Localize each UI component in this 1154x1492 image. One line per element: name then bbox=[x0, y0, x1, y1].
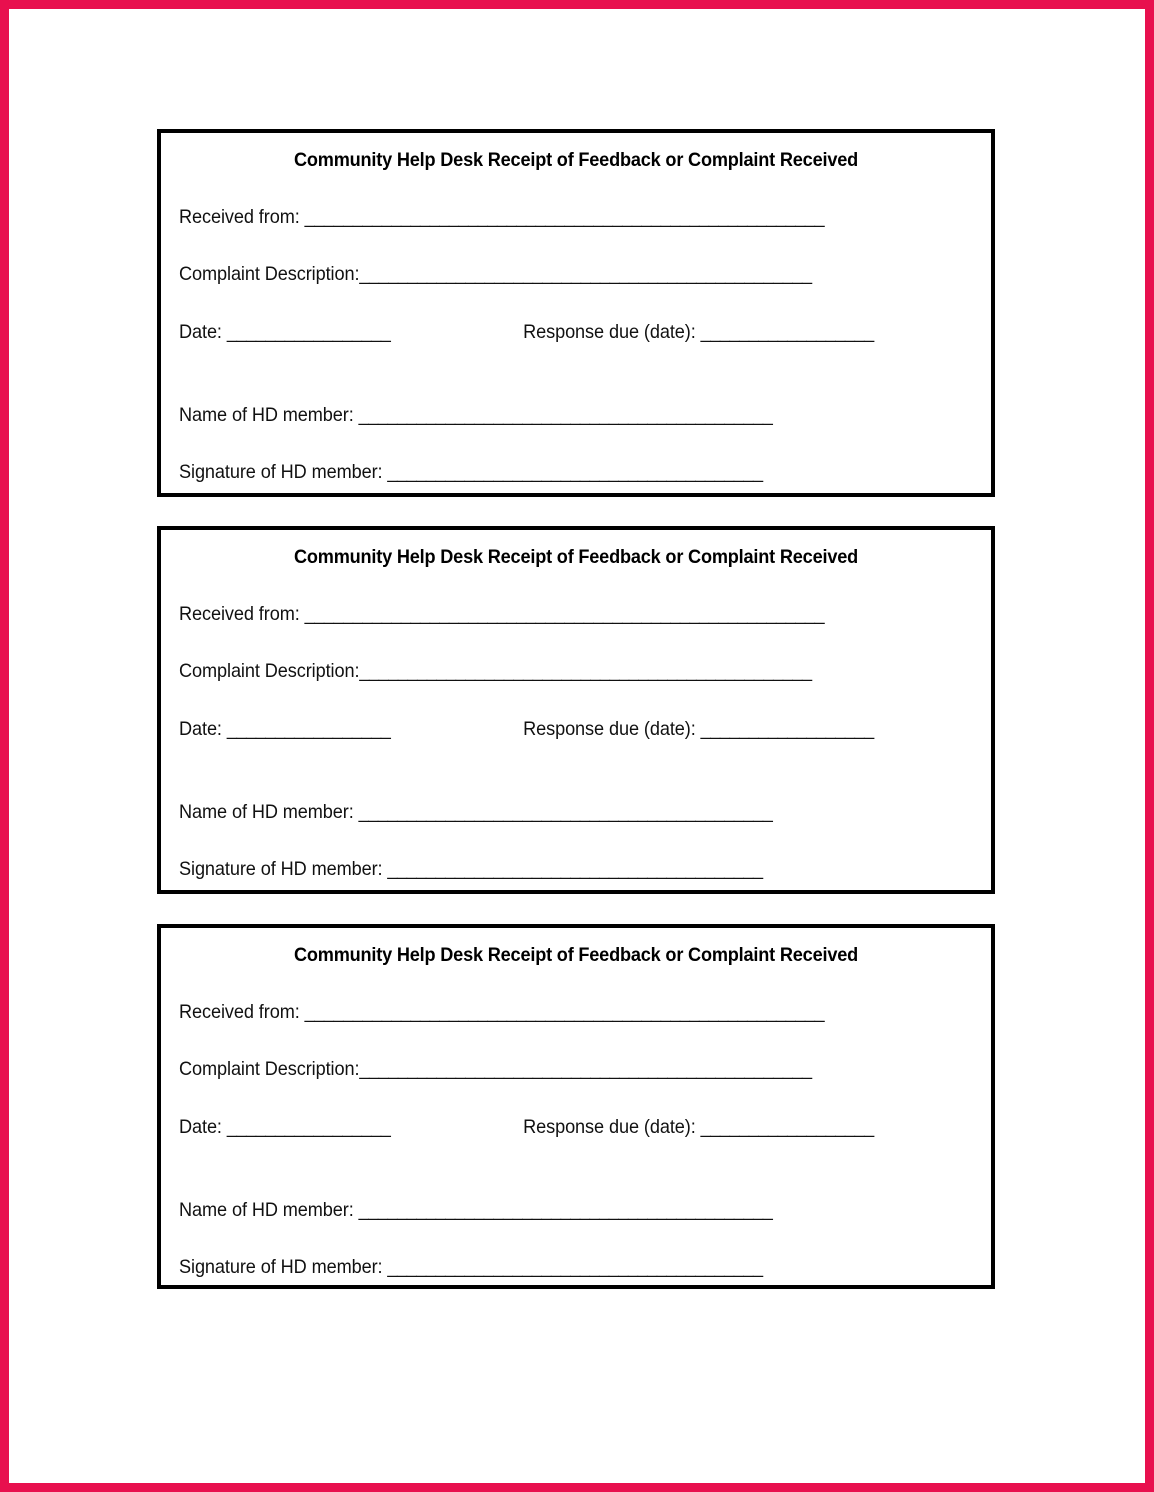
name-hd-member-field bbox=[179, 802, 917, 823]
complaint-description-label: Complaint Description: bbox=[179, 263, 360, 286]
date-rule[interactable]: _________________ bbox=[226, 320, 391, 343]
receipt-slip-3 bbox=[157, 924, 995, 1289]
received-from-field bbox=[179, 1002, 917, 1023]
response-due-field bbox=[523, 718, 874, 740]
signature-hd-member-field bbox=[179, 1257, 917, 1278]
response-due-field bbox=[523, 1116, 874, 1138]
complaint-description-rule[interactable]: _______________________________________________ bbox=[359, 263, 812, 286]
signature-hd-member-label: Signature of HD member: bbox=[179, 460, 388, 483]
signature-hd-member-field bbox=[179, 462, 917, 483]
receipt-slip-2 bbox=[157, 526, 995, 894]
name-hd-member-rule[interactable]: ___________________________________________ bbox=[358, 404, 773, 427]
response-due-label: Response due (date): bbox=[523, 1115, 701, 1138]
received-from-rule[interactable]: ______________________________________________________ bbox=[304, 603, 825, 625]
received-from-label: Received from: bbox=[179, 1001, 305, 1023]
received-from-label: Received from: bbox=[179, 206, 305, 228]
date-response-row bbox=[179, 1117, 917, 1138]
response-due-label: Response due (date): bbox=[523, 320, 701, 343]
signature-hd-member-label: Signature of HD member: bbox=[179, 1255, 388, 1278]
date-field bbox=[179, 322, 523, 343]
signature-hd-member-label: Signature of HD member: bbox=[179, 857, 388, 880]
name-hd-member-field bbox=[179, 405, 917, 426]
complaint-description-field bbox=[179, 661, 917, 682]
name-hd-member-label: Name of HD member: bbox=[179, 801, 359, 824]
name-hd-member-label: Name of HD member: bbox=[179, 1199, 359, 1222]
response-due-rule[interactable]: __________________ bbox=[700, 320, 874, 343]
date-rule[interactable]: _________________ bbox=[226, 717, 391, 740]
date-rule[interactable]: _________________ bbox=[226, 1115, 391, 1138]
name-hd-member-rule[interactable]: ___________________________________________ bbox=[358, 801, 773, 824]
received-from-field bbox=[179, 604, 917, 625]
signature-hd-member-rule[interactable]: _______________________________________ bbox=[387, 857, 763, 880]
response-due-field bbox=[523, 321, 874, 343]
date-field bbox=[179, 1117, 523, 1138]
response-due-rule[interactable]: __________________ bbox=[700, 1115, 874, 1138]
date-field bbox=[179, 719, 523, 740]
complaint-description-label: Complaint Description: bbox=[179, 660, 360, 683]
signature-hd-member-rule[interactable]: _______________________________________ bbox=[387, 1255, 763, 1278]
signature-hd-member-field bbox=[179, 859, 917, 880]
complaint-description-label: Complaint Description: bbox=[179, 1058, 360, 1081]
receipt-title: Community Help Desk Receipt of Feedback or Complaint Received bbox=[293, 149, 859, 171]
received-from-rule[interactable]: ______________________________________________________ bbox=[304, 1001, 825, 1023]
receipt-title: Community Help Desk Receipt of Feedback or Complaint Received bbox=[293, 944, 859, 966]
receipt-title: Community Help Desk Receipt of Feedback or Complaint Received bbox=[293, 546, 859, 568]
page-content-area bbox=[9, 9, 1145, 1483]
date-label: Date: bbox=[179, 320, 227, 343]
date-response-row bbox=[179, 719, 917, 740]
complaint-description-rule[interactable]: _______________________________________________ bbox=[359, 660, 812, 683]
complaint-description-field bbox=[179, 264, 917, 285]
response-due-label: Response due (date): bbox=[523, 717, 701, 740]
response-due-rule[interactable]: __________________ bbox=[700, 717, 874, 740]
date-label: Date: bbox=[179, 1115, 227, 1138]
date-label: Date: bbox=[179, 717, 227, 740]
complaint-description-field bbox=[179, 1059, 917, 1080]
name-hd-member-field bbox=[179, 1200, 917, 1221]
received-from-field bbox=[179, 207, 917, 228]
name-hd-member-label: Name of HD member: bbox=[179, 404, 359, 427]
received-from-rule[interactable]: ______________________________________________________ bbox=[304, 206, 825, 228]
receipt-slip-1 bbox=[157, 129, 995, 497]
received-from-label: Received from: bbox=[179, 603, 305, 625]
complaint-description-rule[interactable]: _______________________________________________ bbox=[359, 1058, 812, 1081]
signature-hd-member-rule[interactable]: _______________________________________ bbox=[387, 460, 763, 483]
name-hd-member-rule[interactable]: ___________________________________________ bbox=[358, 1199, 773, 1222]
date-response-row bbox=[179, 322, 917, 343]
